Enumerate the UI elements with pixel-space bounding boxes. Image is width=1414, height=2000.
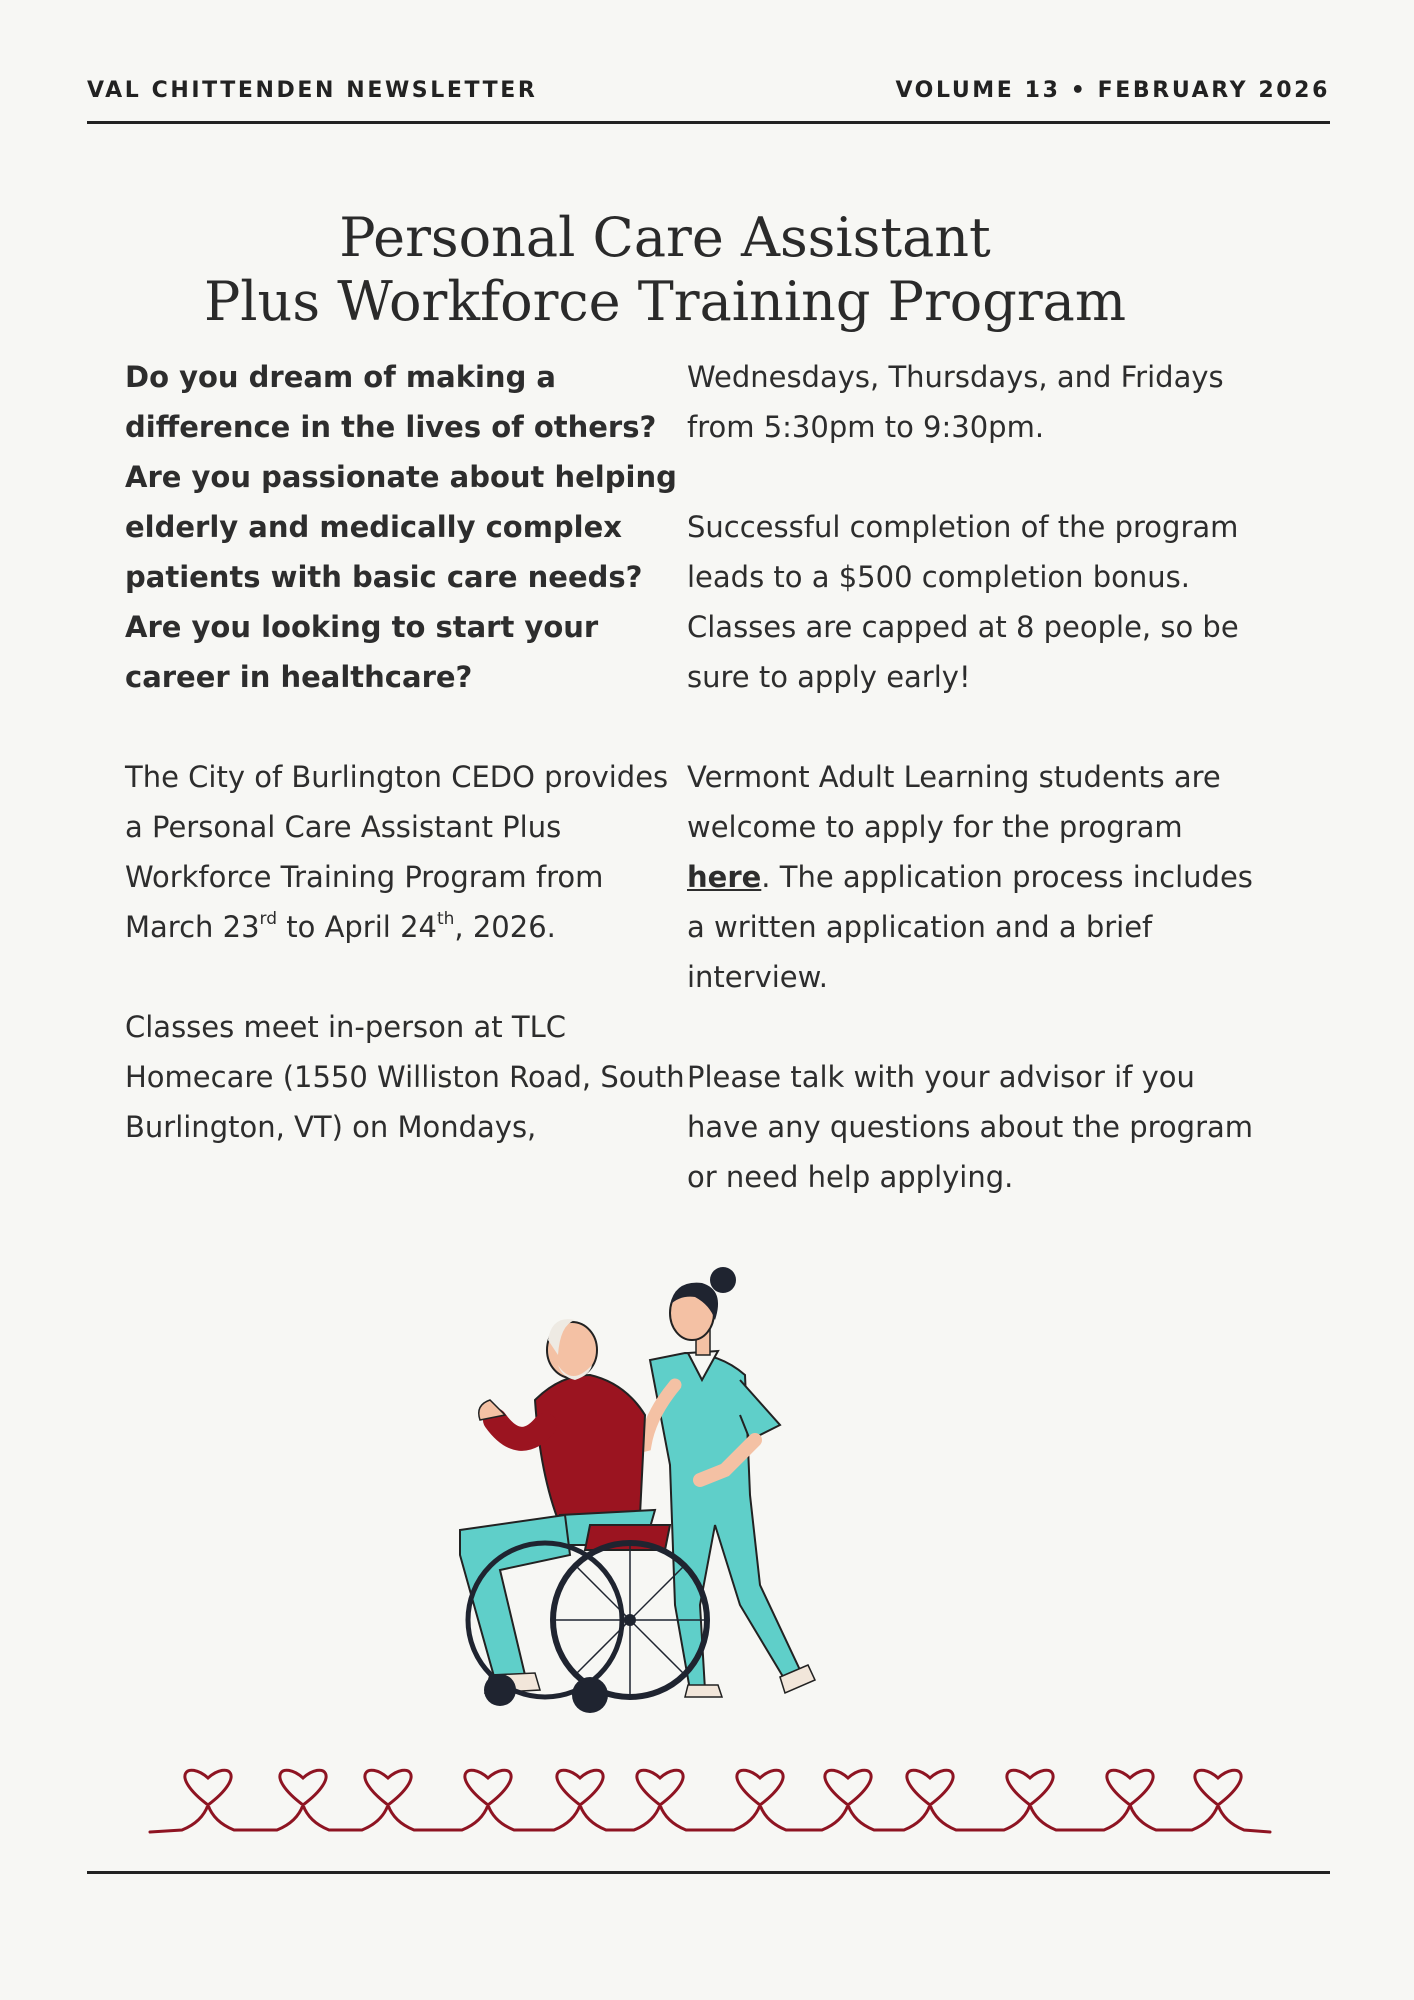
bonus-paragraph: Successful completion of the program leads to a $500 completion bonus. Classes are capped at 8 people, so be sure to apply early! bbox=[687, 510, 1239, 694]
newsletter-header bbox=[87, 78, 1330, 103]
hearts-line bbox=[150, 1770, 1270, 1832]
title-line-1: Personal Care Assistant bbox=[339, 206, 991, 270]
program-paragraph bbox=[125, 752, 695, 952]
ordinal-suffix-th: th bbox=[436, 909, 455, 929]
program-text-a: The City of Burlington CEDO provides a Personal Care Assistant Plus Workforce Training Program from March 23 bbox=[125, 760, 669, 944]
apply-text-b: . The application process includes a written application and a brief interview. bbox=[687, 860, 1253, 994]
header-divider bbox=[87, 121, 1330, 124]
nurse-with-wheelchair-patient-illustration bbox=[440, 1225, 860, 1725]
left-column bbox=[125, 352, 695, 1202]
program-text-b: to April 24 bbox=[277, 910, 437, 944]
issue-info: VOLUME 13 • FEBRUARY 2026 bbox=[895, 78, 1330, 103]
nurse-figure bbox=[625, 1267, 815, 1697]
intro-paragraph: Do you dream of making a difference in the lives of others? Are you passionate about helping elderly and medically complex patients with basic care needs? Are you looking to start your career in healthcare? bbox=[125, 360, 677, 694]
newsletter-name: VAL CHITTENDEN NEWSLETTER bbox=[87, 78, 538, 103]
hearts-divider-icon bbox=[140, 1760, 1280, 1840]
apply-text-a: Vermont Adult Learning students are welcome to apply for the program bbox=[687, 760, 1221, 844]
advisor-paragraph: Please talk with your advisor if you have any questions about the program or need help applying. bbox=[687, 1060, 1254, 1194]
ordinal-suffix-rd: rd bbox=[259, 909, 278, 929]
right-column bbox=[687, 352, 1257, 1252]
classes-paragraph: Classes meet in-person at TLC Homecare (1550 Williston Road, South Burlington, VT) on Mondays, bbox=[125, 1010, 685, 1144]
apply-here-link[interactable]: here bbox=[687, 860, 762, 894]
apply-paragraph bbox=[687, 752, 1257, 1002]
title-line-2: Plus Workforce Training Program bbox=[203, 270, 1127, 334]
page-title bbox=[0, 206, 1330, 334]
program-text-c: , 2026. bbox=[454, 910, 556, 944]
schedule-paragraph: Wednesdays, Thursdays, and Fridays from 5:30pm to 9:30pm. bbox=[687, 360, 1224, 444]
footer-divider bbox=[87, 1871, 1330, 1874]
